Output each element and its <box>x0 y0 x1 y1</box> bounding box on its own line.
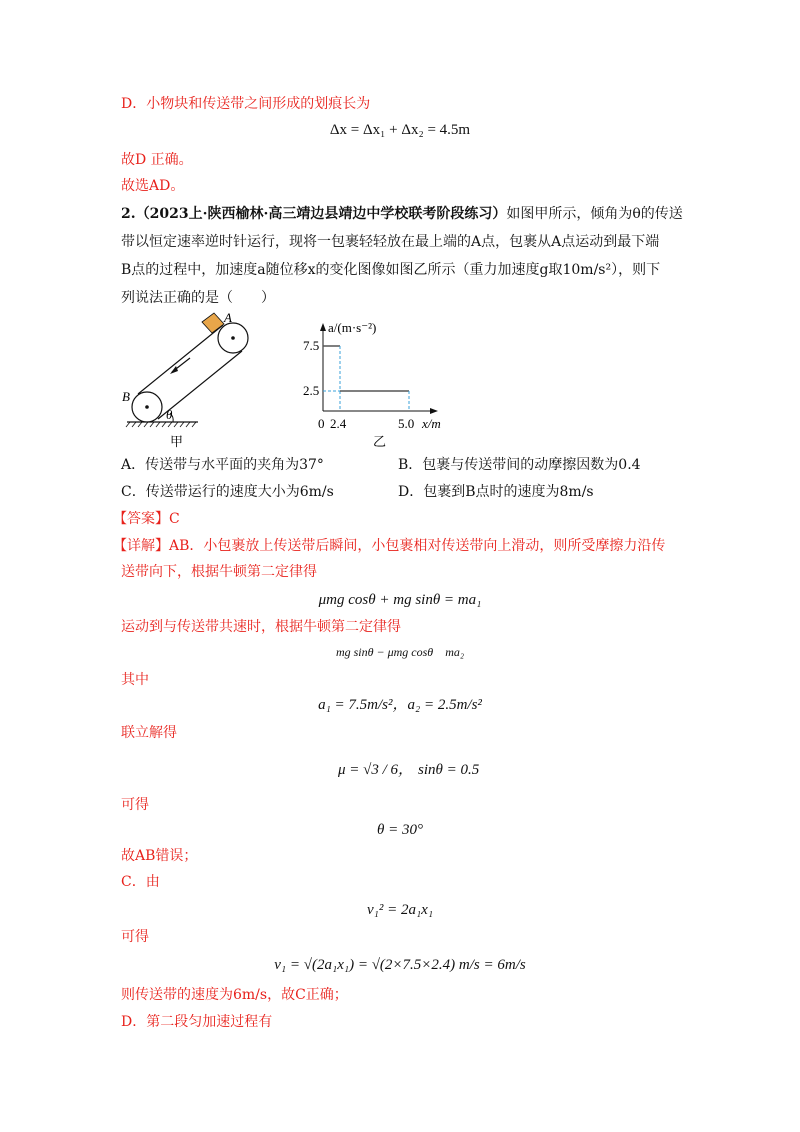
text-line: D．第二段匀加速过程有 <box>121 1014 273 1030</box>
y-tick: 2.5 <box>303 383 320 398</box>
question-source: （2023上·陕西榆林·高三靖边县靖边中学校联考阶段练习） <box>135 206 507 222</box>
option-d: D．包裹到B点时的速度为8m/s <box>398 484 594 500</box>
conveyor-diagram <box>122 310 248 449</box>
text-line: 联立解得 <box>121 725 177 741</box>
text-line: 可得 <box>121 929 149 945</box>
text-line: 其中 <box>121 672 149 688</box>
text-line: 故AB错误； <box>121 848 198 864</box>
formula: v₁ = √(2a₁x₁) = √(2×7.5×2.4) m/s = 6m/s <box>274 957 526 973</box>
answer: 【答案】C <box>113 511 180 527</box>
formula: a₁ = 7.5m/s²，a₂ = 2.5m/s² <box>318 697 482 713</box>
formula: sinθ = 0.5 <box>418 762 480 778</box>
formula: μ = √3 / 6， <box>338 762 414 778</box>
text-line: 可得 <box>121 797 149 813</box>
text-line: 运动到与传送带共速时，根据牛顿第二定律得 <box>121 619 401 635</box>
text-line: D．小物块和传送带之间形成的划痕长为 <box>121 96 371 112</box>
option-c: C．传送带运行的速度大小为6m/s <box>121 484 334 500</box>
question-number: 2. <box>121 206 136 222</box>
label-b: B <box>122 389 130 404</box>
label-a: A <box>224 310 232 325</box>
formula: v₁² = 2a₁x₁ <box>366 902 434 918</box>
text-line: 送带向下，根据牛顿第二定律得 <box>121 564 317 580</box>
text-line: 【详解】AB．小包裹放上传送带后瞬间，小包裹相对传送带向上滑动，则所受摩擦力沿传 <box>113 538 666 554</box>
formula: mg sinθ − μmg cosθ ma₂ <box>335 645 465 659</box>
text-line: 如图甲所示，倾角为θ的传送 <box>506 206 683 222</box>
question-header <box>121 204 683 224</box>
text-line: 故选AD。 <box>121 178 185 194</box>
x-axis-label: x/m <box>422 416 441 431</box>
text-line: 列说法正确的是（ ） <box>121 290 275 306</box>
figure <box>110 310 450 460</box>
formula: θ = 30° <box>377 822 423 838</box>
y-axis-label: a/(m·s⁻²) <box>328 320 377 335</box>
option-a: A．传送带与水平面的夹角为37° <box>121 457 324 473</box>
x-tick: 0 <box>318 416 325 431</box>
caption-right: 乙 <box>373 434 387 449</box>
text-line: C．由 <box>121 874 160 890</box>
formula: Δx = Δx₁ + Δx₂ = 4.5m <box>329 122 471 138</box>
x-tick: 5.0 <box>398 416 415 431</box>
text-line: 故D 正确。 <box>121 152 193 168</box>
label-theta: θ <box>166 407 173 422</box>
y-tick: 7.5 <box>303 338 320 353</box>
text-line: B点的过程中，加速度a随位移x的变化图像如图乙所示（重力加速度g取10m/s²），则下 <box>121 262 661 278</box>
text-line: 带以恒定速率逆时针运行，现将一包裹轻轻放在最上端的A点，包裹从A点运动到最下端 <box>121 234 660 250</box>
option-b: B．包裹与传送带间的动摩擦因数为0.4 <box>398 457 641 473</box>
formula: μmg cosθ + mg sinθ = ma₁ <box>318 592 482 608</box>
x-tick: 2.4 <box>330 416 347 431</box>
acceleration-graph <box>303 320 441 449</box>
caption-left: 甲 <box>170 434 184 449</box>
text-line: 则传送带的速度为6m/s，故C正确； <box>121 987 348 1003</box>
